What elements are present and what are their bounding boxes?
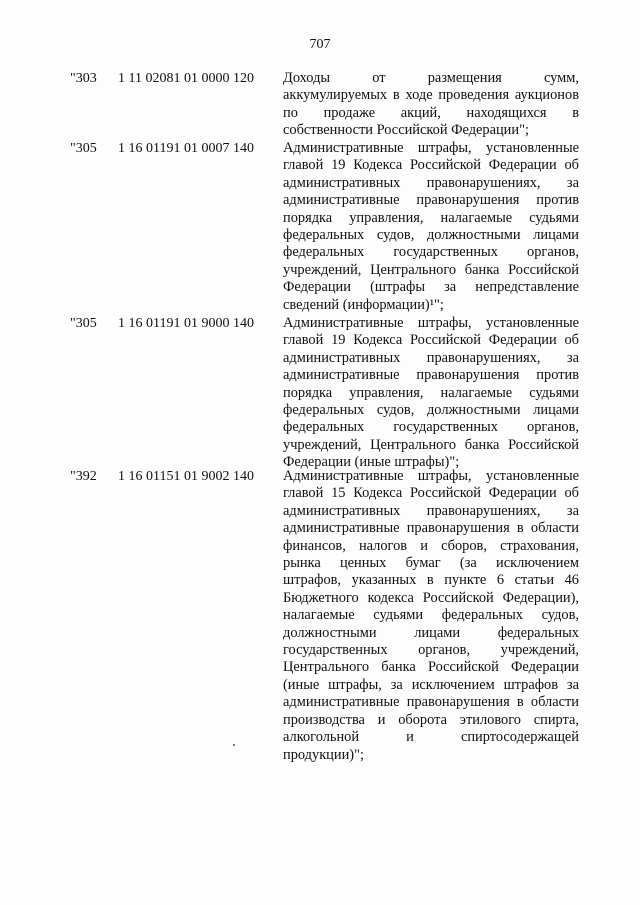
description-line: алкогольной и спиртосодержащей [283, 729, 579, 746]
description-line: рынка ценных бумаг (за исключением [283, 555, 579, 572]
description-line: продукции)"; [283, 746, 364, 763]
description-line: порядка управления, налагаемые судьями [283, 209, 579, 226]
description-line: Административные штрафы, установленные [283, 140, 579, 156]
description-line: учреждений, Центрального банка Российской [283, 261, 579, 278]
description-line: производства и оборота этилового спирта, [283, 711, 579, 728]
chapter-code: "303 [70, 71, 97, 86]
description-line: федеральных судов, должностными лицами [283, 402, 579, 419]
description-line: административных правонарушениях, за [283, 502, 579, 519]
description-line: Центрального банка Российской Федерации [283, 659, 579, 676]
description-line: налагаемые судьями федеральных судов, [283, 607, 579, 624]
page-number: 707 [309, 37, 331, 52]
description-line: Федерации (штрафы за непредставление [283, 279, 579, 296]
description-line: порядка управления, налагаемые судьями [283, 384, 579, 401]
description-line: Доходы от размещения сумм, [283, 70, 579, 86]
description-line: Административные штрафы, установленные [283, 468, 579, 484]
entry-description [283, 70, 579, 140]
entry-description [283, 315, 579, 472]
description-line: Федерации (иные штрафы)"; [283, 454, 460, 471]
description-line: административных правонарушениях, за [283, 174, 579, 191]
chapter-code: "305 [70, 141, 97, 156]
description-line: административные правонарушения в области [283, 694, 579, 711]
description-line: федеральных государственных органов, [283, 244, 579, 261]
description-line: собственности Российской Федерации"; [283, 122, 529, 139]
revenue-code: 1 16 01191 01 9000 140 [118, 316, 254, 331]
description-line: федеральных судов, должностными лицами [283, 227, 579, 244]
description-line: штрафов, указанных в пункте 6 статьи 46 [283, 572, 579, 589]
description-line: Бюджетного кодекса Российской Федерации), [283, 589, 579, 606]
chapter-code: "392 [70, 469, 97, 484]
description-line: главой 15 Кодекса Российской Федерации об [283, 485, 579, 502]
description-line: главой 19 Кодекса Российской Федерации об [283, 332, 579, 349]
entry-description [283, 468, 579, 764]
description-line: учреждений, Центрального банка Российской [283, 436, 579, 453]
revenue-code: 1 11 02081 01 0000 120 [118, 71, 254, 86]
description-line: должностными лицами федеральных [283, 624, 579, 641]
revenue-code: 1 16 01191 01 0007 140 [118, 141, 254, 156]
description-line: федеральных государственных органов, [283, 419, 579, 436]
description-line: административные правонарушения против [283, 367, 579, 384]
description-line: главой 19 Кодекса Российской Федерации об [283, 157, 579, 174]
description-line: по продаже акций, находящихся в [283, 104, 579, 121]
chapter-code: "305 [70, 316, 97, 331]
description-line: государственных органов, учреждений, [283, 642, 579, 659]
scan-speck [233, 744, 235, 746]
description-line: (иные штрафы, за исключением штрафов за [283, 676, 579, 693]
description-line: административные правонарушения против [283, 192, 579, 209]
description-line: административные правонарушения в области [283, 520, 579, 537]
description-line: Административные штрафы, установленные [283, 315, 579, 331]
description-line: сведений (информации)¹"; [283, 296, 444, 313]
entry-description [283, 140, 579, 314]
revenue-code: 1 16 01151 01 9002 140 [118, 469, 254, 484]
description-line: финансов, налогов и сборов, страхования, [283, 537, 579, 554]
description-line: аккумулируемых в ходе проведения аукционов [283, 87, 579, 104]
description-line: административных правонарушениях, за [283, 349, 579, 366]
